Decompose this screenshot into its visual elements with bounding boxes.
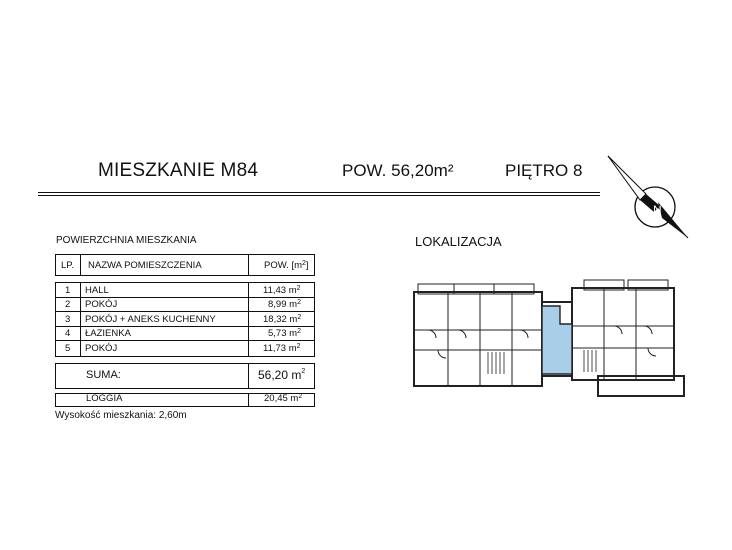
row-2-name: POKÓJ (85, 299, 118, 310)
loggia-label: LOGGIA (86, 393, 123, 404)
header-divider (38, 192, 600, 193)
sum-label: SUMA: (86, 369, 121, 381)
row-1-lp: 1 (65, 285, 71, 296)
row-5-name: POKÓJ (85, 343, 118, 354)
apartment-title: MIESZKANIE M84 (98, 160, 259, 181)
row-5-area: 11,73 $m^2$ (263, 343, 301, 354)
col-name-header: NAZWA POMIESZCZENIA (88, 260, 202, 271)
floor-plan-map (408, 278, 690, 398)
col-lp-header: LP. (61, 260, 75, 271)
sum-value: 56,20 $m^2$ (258, 368, 306, 382)
row-3-name: POKÓJ + ANEKS KUCHENNY (85, 314, 216, 325)
row-3-lp: 3 (65, 314, 71, 325)
row-3-area: 18,32 $m^2$ (263, 314, 302, 325)
apartment-area: POW. 56,20m² (342, 161, 454, 180)
header-divider-2 (38, 195, 600, 196)
location-title: LOKALIZACJA (415, 234, 502, 249)
col-area-header: POW. $[m^2]$ (264, 260, 309, 271)
svg-text:N: N (653, 203, 662, 217)
loggia-value: 20,45 $m^2$ (264, 393, 303, 404)
row-2-lp: 2 (65, 299, 71, 310)
row-1-area: 11,43 $m^2$ (263, 285, 301, 296)
row-5-lp: 5 (65, 343, 71, 354)
floor-label: PIĘTRO 8 (505, 161, 583, 180)
table-title: POWIERZCHNIA MIESZKANIA (56, 235, 197, 246)
height-note: Wysokość mieszkania: 2,60m (55, 410, 187, 421)
row-4-area: 5,73 $m^2$ (268, 328, 301, 339)
row-2-area: 8,99 $m^2$ (268, 299, 301, 310)
row-4-name: ŁAZIENKA (85, 328, 131, 339)
row-4-lp: 4 (65, 328, 71, 339)
highlighted-apartment (542, 306, 572, 374)
row-1-name: HALL (85, 285, 109, 296)
north-arrow-icon (600, 150, 695, 245)
